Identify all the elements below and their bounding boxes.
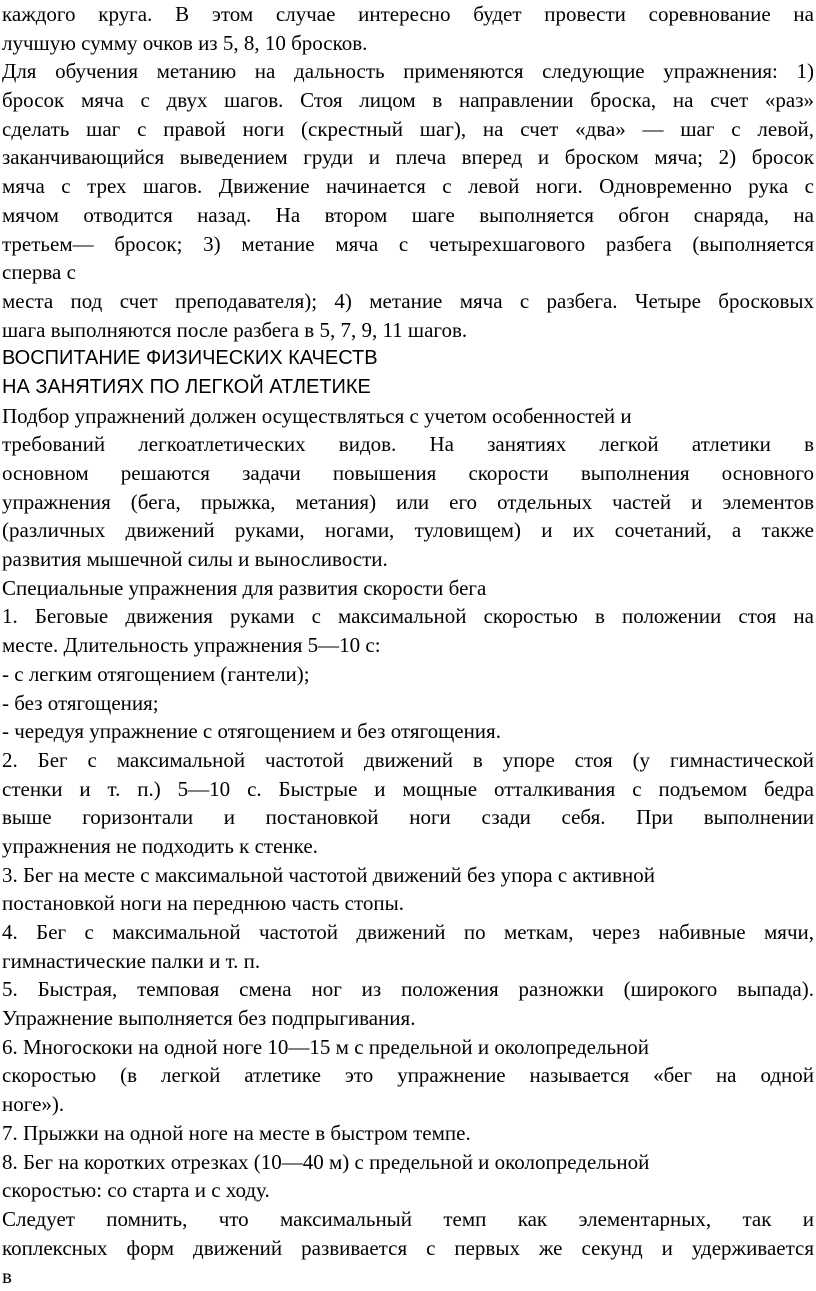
text-line: мячом отводится назад. На втором шаге выполняется обгон снаряда, на: [2, 202, 814, 227]
text-line: 6. Многоскоки на одной ноге 10—15 м с предельной и околопредельной: [2, 1034, 650, 1059]
text-line: лучшую сумму очков из 5, 8, 10 бросков.: [2, 30, 368, 55]
text-line: (различных движений руками, ногами, туловищем) и их сочетаний, а также: [2, 518, 814, 543]
text-line: требований легкоатлетических видов. На занятиях легкой атлетики в: [2, 432, 814, 457]
text-line: 2. Бег с максимальной частотой движений в упоре стоя (у гимнастической: [2, 747, 814, 772]
text-line: 5. Быстрая, темповая смена ног из положения разножки (широкого выпада).: [2, 977, 814, 1002]
text-line: Специальные упражнения для развития скорости бега: [2, 575, 487, 600]
text-line: ноге»).: [2, 1092, 65, 1117]
text-line: месте. Длительность упражнения 5—10 с:: [2, 633, 381, 658]
text-line: упражнения не подходить к стенке.: [2, 833, 318, 858]
text-line: мяча с трех шагов. Движение начинается с левой ноги. Одновременно рука с: [2, 174, 814, 199]
text-line: шага выполняются после разбега в 5, 7, 9, 11 шагов.: [2, 317, 468, 342]
text-line: Подбор упражнений должен осуществляться с учетом особенностей и: [2, 403, 632, 428]
text-line: 1. Беговые движения руками с максимальной скоростью в положении стоя на: [2, 604, 814, 629]
text-line: гимнастические палки и т. п.: [2, 948, 261, 973]
text-line: 7. Прыжки на одной ноге на месте в быстром темпе.: [2, 1120, 471, 1145]
text-line: - с легким отягощением (гантели);: [2, 661, 310, 686]
text-line: скоростью: со старта и с ходу.: [2, 1178, 270, 1203]
text-line: - чередуя упражнение с отягощением и без отягощения.: [2, 719, 501, 744]
text-line: выше горизонтали и постановкой ноги сзади себя. При выполнении: [2, 805, 814, 830]
text-line: Для обучения метанию на дальность применяются следующие упражнения: 1): [2, 59, 814, 84]
text-line: скоростью (в легкой атлетике это упражнение называется «бег на одной: [2, 1063, 814, 1088]
text-line: 4. Бег с максимальной частотой движений по меткам, через набивные мячи,: [2, 920, 814, 944]
text-line: коплексных форм движений развивается с первых же секунд и удерживается: [2, 1235, 814, 1260]
text-line: 8. Бег на коротких отрезках (10—40 м) с предельной и околопредельной: [2, 1149, 650, 1174]
text-line: места под счет преподавателя); 4) метание мяча с разбега. Четыре бросковых: [2, 288, 814, 313]
text-line: упражнения (бега, прыжка, метания) или его отдельных частей и элементов: [2, 489, 814, 514]
text-line: сперва с: [2, 260, 76, 285]
text-line: основном решаются задачи повышения скорости выполнения основного: [2, 461, 814, 485]
text-line: постановкой ноги на переднюю часть стопы.: [2, 891, 404, 916]
text-line: развития мышечной силы и выносливости.: [2, 547, 388, 572]
text-line: бросок мяча с двух шагов. Стоя лицом в направлении броска, на счет «раз»: [2, 88, 814, 113]
text-line: каждого круга. В этом случае интересно будет провести соревнование на: [2, 2, 814, 26]
text-line: - без отягощения;: [2, 690, 159, 715]
text-line: в: [2, 1264, 12, 1289]
text-line: третьем— бросок; 3) метание мяча с четырехшагового разбега (выполняется: [2, 231, 814, 256]
text-line: стенки и т. п.) 5—10 с. Быстрые и мощные отталкивания с подъемом бедра: [2, 776, 814, 801]
text-line: заканчивающийся выведением груди и плеча вперед и броском мяча; 2) бросок: [2, 145, 814, 170]
text-line: 3. Бег на месте с максимальной частотой движений без упора с активной: [2, 862, 655, 887]
section-heading-line: НА ЗАНЯТИЯХ ПО ЛЕГКОЙ АТЛЕТИКЕ: [2, 375, 371, 398]
text-line: сделать шаг с правой ноги (скрестный шаг), на счет «два» — шаг с левой,: [2, 116, 814, 141]
section-heading-line: ВОСПИТАНИЕ ФИЗИЧЕСКИХ КАЧЕСТВ: [2, 347, 378, 370]
text-line: Упражнение выполняется без подпрыгивания.: [2, 1006, 416, 1031]
text-line: Следует помнить, что максимальный темп как элементарных, так и: [2, 1206, 814, 1231]
